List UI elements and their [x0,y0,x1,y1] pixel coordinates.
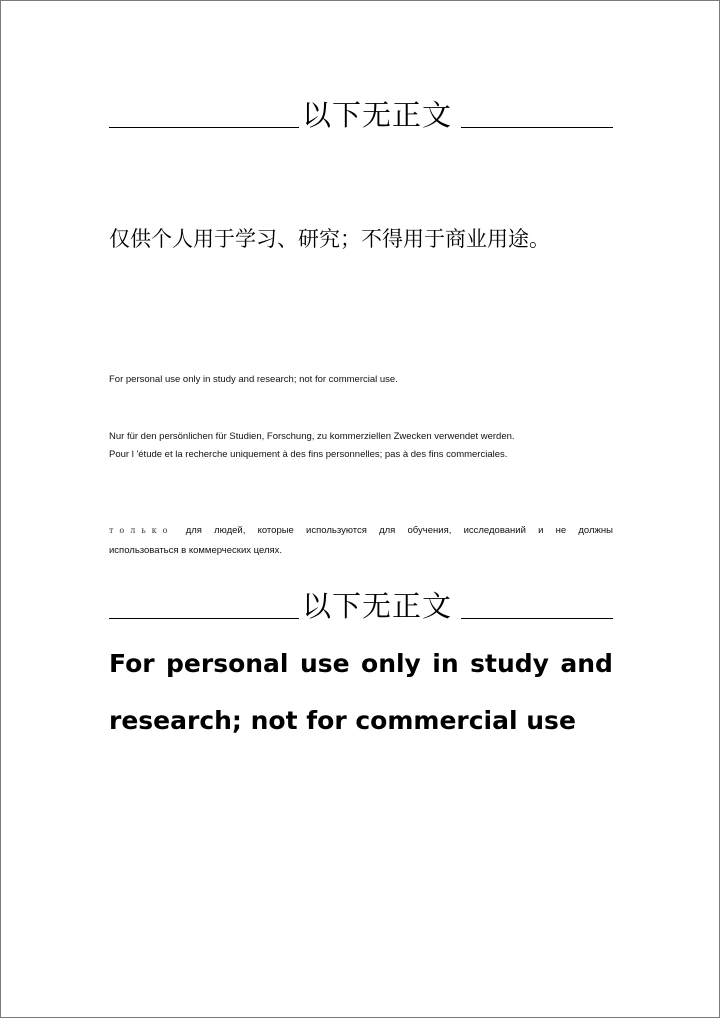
notice-russian-word: для [379,525,396,536]
notice-russian-line2: использоваться в коммерческих целях. [109,545,283,556]
divider-line-left [109,618,299,619]
notice-english-large-word: only [361,649,421,678]
notice-russian-spaced-word: только [109,526,174,535]
notice-french: Pour l 'étude et la recherche uniquement à des fins personnelles; pas à des fins commerciales. [109,449,508,460]
notice-english-large-word: in [432,649,459,678]
notice-english-large-word: For [109,649,155,678]
notice-russian-word: должны [578,525,613,536]
notice-russian-word: людей, [214,525,246,536]
notice-russian-word: обучения, [407,525,452,536]
notice-russian-word: не [555,525,567,536]
notice-english-large-line1 [109,649,613,679]
notice-russian-line1 [109,521,613,541]
notice-russian-word: и [538,525,544,536]
notice-russian-word: которые [257,525,294,536]
notice-chinese: 仅供个人用于学习、研究；不得用于商业用途。 [109,227,550,251]
divider-bottom [109,587,613,627]
notice-english-large-word: use [299,649,350,678]
notice-russian-word: для [185,525,202,536]
notice-russian [109,521,613,561]
notice-english-small: For personal use only in study and research; not for commercial use. [109,374,398,385]
divider-line-left [109,127,299,128]
divider-text: 以下无正文 [302,98,453,132]
notice-english-large-word: personal [166,649,289,678]
notice-english-large-word: study [470,649,549,678]
notice-russian-word: используются [306,525,367,536]
divider-top [109,96,613,136]
notice-german: Nur für den persönlichen für Studien, Forschung, zu kommerziellen Zwecken verwendet werden. [109,431,515,442]
notice-english-large-line2: research; not for commercial use [109,706,576,735]
divider-line-right [461,618,613,619]
notice-russian-word: исследований [463,525,526,536]
notice-english-large-word: and [560,649,613,678]
divider-text: 以下无正文 [302,589,453,623]
divider-line-right [461,127,613,128]
